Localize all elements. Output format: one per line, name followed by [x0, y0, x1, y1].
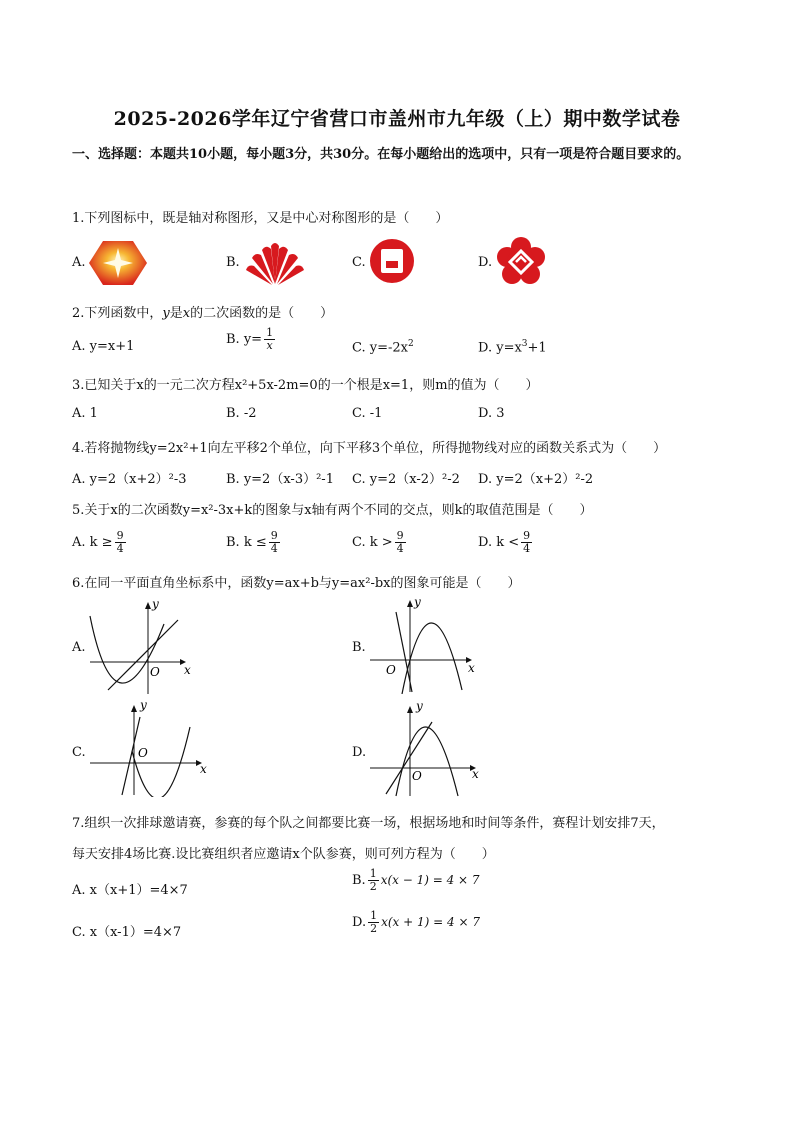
q2-option-d: D. $y=x^3+1$ — [478, 339, 547, 356]
q6-option-d-label: D. — [352, 745, 367, 760]
question-5-stem: 5.关于x的二次函数y=x²-3x+k的图象与x轴有两个不同的交点，则k的取值范围是（ ） — [72, 503, 593, 518]
q2-option-b: B. y= $\frac{1}{x}$ — [226, 326, 274, 352]
q6-graph-d — [366, 698, 486, 798]
svg-text:y: y — [416, 699, 423, 713]
svg-text:x: x — [472, 767, 479, 781]
q2-option-a: A. y=x+1 — [72, 339, 135, 354]
q5-option-b: B. k ≤ $\frac{9}{4}$ — [226, 529, 278, 555]
square-in-circle-logo-icon — [369, 238, 415, 284]
q3-option-a: A. 1 — [72, 406, 98, 421]
q1-option-c-label: C. — [352, 255, 366, 270]
q5-option-a: A. k ≥ $\frac{9}{4}$ — [72, 529, 124, 555]
q6-graph-b — [366, 594, 478, 694]
q6-option-c-label: C. — [72, 745, 86, 760]
svg-text:y: y — [414, 595, 421, 609]
q6-option-b-label: B. — [352, 640, 366, 655]
q3-option-b: B. -2 — [226, 406, 257, 421]
svg-text:O: O — [386, 663, 396, 677]
question-7-stem-line2: 每天安排4场比赛.设比赛组织者应邀请x个队参赛，则可列方程为（ ） — [72, 847, 495, 862]
q7-option-c: C. x（x-1）=4×7 — [72, 925, 182, 940]
q7-option-a: A. x（x+1）=4×7 — [72, 883, 188, 898]
section-instructions: 一、选择题：本题共10小题，每小题3分，共30分。在每小题给出的选项中，只有一项是符合题目要求的。 — [72, 147, 690, 162]
question-7-stem-line1: 7.组织一次排球邀请赛，参赛的每个队之间都要比赛一场，根据场地和时间等条件，赛程计划安排7天， — [72, 816, 665, 831]
question-2-stem: 2.下列函数中，y是x的二次函数的是（ ） — [72, 306, 334, 321]
svg-text:x: x — [200, 762, 207, 776]
q5-option-d: D. k < $\frac{9}{4}$ — [478, 529, 531, 555]
svg-text:O: O — [412, 769, 422, 783]
page-title: 2025-2026学年辽宁省营口市盖州市九年级（上）期中数学试卷 — [113, 108, 681, 130]
svg-text:y: y — [140, 698, 147, 712]
q7-option-d: D. $\frac{1}{2}$ x(x + 1) = 4 × 7 — [352, 909, 480, 935]
axis-y-label: y — [152, 597, 159, 611]
q6-graph-a — [86, 596, 196, 696]
q5-option-c: C. k > $\frac{9}{4}$ — [352, 529, 404, 555]
origin-label: O — [150, 665, 160, 679]
svg-text:x: x — [468, 661, 475, 675]
axis-x-label: x — [184, 663, 191, 677]
q6-option-a-label: A. — [72, 640, 86, 655]
fan-petals-logo-icon — [244, 238, 306, 288]
question-1-stem: 1.下列图标中，既是轴对称图形，又是中心对称图形的是（ ） — [72, 211, 449, 226]
q4-option-a: A. y=2（x+2）²-3 — [72, 472, 187, 487]
q7-option-b: B. $\frac{1}{2}$ x(x − 1) = 4 × 7 — [352, 867, 480, 893]
question-3-stem: 3.已知关于x的一元二次方程x²+5x-2m=0的一个根是x=1，则m的值为（ ） — [72, 378, 539, 393]
q2-option-c: C. $y=-2x^2$ — [352, 339, 414, 356]
q4-option-d: D. y=2（x+2）²-2 — [478, 472, 594, 487]
question-4-stem: 4.若将抛物线y=2x²+1向左平移2个单位，向下平移3个单位，所得抛物线对应的函数关系式为（ ） — [72, 441, 667, 456]
q6-graph-c — [86, 697, 216, 797]
q3-option-d: D. 3 — [478, 406, 505, 421]
q3-option-c: C. -1 — [352, 406, 383, 421]
q4-option-b: B. y=2（x-3）²-1 — [226, 472, 334, 487]
q1-option-d-label: D. — [478, 255, 493, 270]
star-hexagon-logo-icon — [88, 239, 148, 287]
q1-option-b-label: B. — [226, 255, 240, 270]
question-6-stem: 6.在同一平面直角坐标系中，函数y=ax+b与y=ax²-bx的图象可能是（ ） — [72, 576, 521, 591]
q1-option-a-label: A. — [72, 255, 86, 270]
flower-bank-logo-icon — [496, 237, 546, 287]
svg-text:O: O — [138, 746, 148, 760]
q4-option-c: C. y=2（x-2）²-2 — [352, 472, 460, 487]
